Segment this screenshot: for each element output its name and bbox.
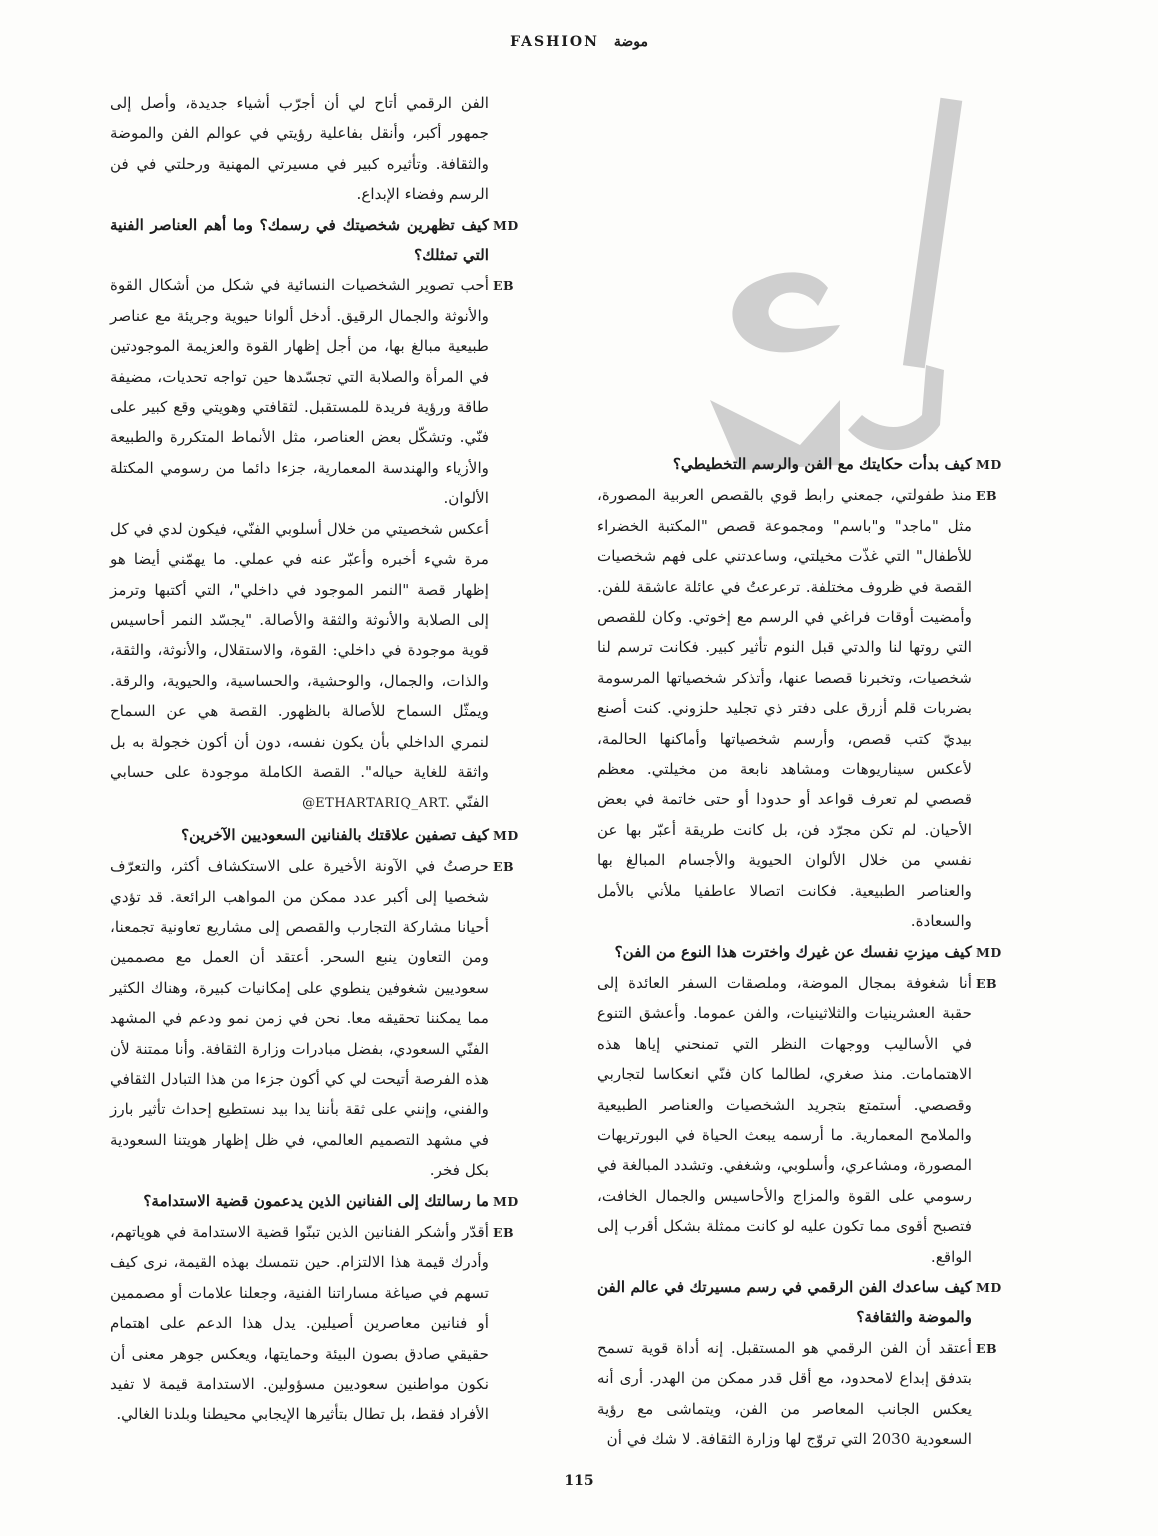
answer-entry — [110, 270, 535, 513]
question-text — [110, 210, 489, 271]
paragraph-text: الفن الرقمي أتاح لي أن أجرّب أشياء جديدة، وأصل إلى جمهور أكبر، وأنقل بفاعلية رؤيتي في عوالم الفن والموضة والثقافة. وتأثيره كبير في مسيرتي المهنية ورحلتي في فن الرسم وفضاء الإبداع. — [110, 94, 489, 204]
question-text — [597, 937, 972, 968]
speaker-tag: EB — [493, 859, 515, 875]
answer-text — [110, 514, 489, 820]
speaker-tag: MD — [493, 1193, 519, 1209]
paragraph-text: كيف تظهرين شخصيتك في رسمك؟ وما أهم العناصر الفنية التي تمثلك؟ — [110, 215, 489, 265]
paragraph-text: أقدّر وأشكر الفنانين الذين تبنّوا قضية الاستدامة في هوياتهم، وأدرك قيمة هذا الالتزام. حين نتمسك بهذه القيمة، نرى كيف تسهم في صياغة مساراتنا الفنية، وجعلنا علامات أو مصممين أو فنانين معاصرين أصيلين. يدل هذا الدعم على اهتمام حقيقي صادق بصون البيئة وحمايتها، ويعكس جوهر معنى أن نكون مواطنين سعوديين مسؤولين. الاستدامة قيمة لا تفيد الأفراد فقط، بل تطال بتأثيرها الإيجابي محيطنا وبلدنا الغالي. — [110, 1223, 489, 1424]
speaker-tag: MD — [493, 217, 519, 233]
answer-entry — [597, 968, 1018, 1272]
answer-entry — [110, 1217, 535, 1430]
speaker-tag: EB — [976, 975, 998, 991]
speaker-tag: EB — [493, 278, 515, 294]
speaker-tag: EB — [493, 1225, 515, 1241]
question-text — [110, 1186, 489, 1217]
paragraph-text: أحب تصوير الشخصيات النسائية في شكل من أشكال القوة والأنوثة والجمال الرقيق. أدخل ألوانا حيوية وجريئة مع عناصر طبيعية مبالغ بها، من أجل إظهار القوة والعزيمة الموجودتين في المرأة والصلابة التي تجسّدها حين تواجه تحديات، مضيفة طاقة ورؤية فريدة للمستقبل. لثقافتي وهويتي وقع كبير على فنّي. وتشكّل بعض العناصر، مثل الأنماط المتكررة والطبيعة والأزياء والهندسة المعمارية، جزءا دائما من رسومي المكتلة الألوان. — [110, 276, 489, 508]
question-entry — [110, 210, 535, 271]
question-entry — [597, 449, 1018, 480]
paragraph-text: كيف ميزتِ نفسك عن غيرك واخترت هذا النوع من الفن؟ — [614, 942, 972, 961]
header-arabic: موضة — [613, 34, 648, 50]
answer-text — [110, 1217, 489, 1430]
page-number: 115 — [564, 1473, 594, 1489]
paragraph-text: حرصتُ في الآونة الأخيرة على الاستكشاف أكثر، والتعرّف شخصيا إلى أكبر عدد ممكن من المواهب الرائعة. قد تؤدي أحيانا مشاركة التجارب والقصص إلى مشاريع تعاونية تجمعنا، ومن التعاون ينبع السحر. أعتقد أن العمل مع مصممين سعوديين شغوفين ينطوي على إمكانيات كبيرة، وهناك الكثير مما يمكننا تحقيقه معا. نحن في زمن نمو ودعم في المشهد الفنّي السعودي، بفضل مبادرات وزارة الثقافة. وأنا ممتنة لأن هذه الفرصة أتيحت لي كي أكون جزءا من هذا التبادل الثقافي والفني، وإنني على ثقة بأننا يدا بيد نستطيع إحداث تأثير بارز في مشهد التصميم العالمي، في ظل إظهار هويتنا السعودية بكل فخر. — [110, 857, 489, 1180]
speaker-tag: MD — [493, 827, 519, 843]
answer-text — [597, 1333, 972, 1455]
speaker-tag: EB — [976, 488, 998, 504]
paragraph-text: كيف تصفين علاقتك بالفنانين السعوديين الآخرين؟ — [181, 825, 489, 844]
question-text — [597, 1272, 972, 1333]
question-entry — [110, 820, 535, 851]
question-entry — [110, 1186, 535, 1217]
paragraph-text: أنا شغوفة بمجال الموضة، وملصقات السفر العائدة إلى حقبة العشرينيات والثلاثينيات، والفن عموما. وأعشق التنوع في الأساليب ووجهات النظر التي تمنحني إياها هذه الاهتمامات. منذ صغري، لطالما كان فنّي انعكاسا لتجاربي وقصصي. أستمتع بتجريد الشخصيات والعناصر الطبيعية والملامح المعمارية. ما أرسمه يبعث الحياة في البورتريهات المصورة، ومشاعري، وأسلوبي، وشغفي. وتشدد المبالغة في رسومي على القوة والمزاج والأحاسيس والجمال الخافت، فتصبح أقوى مما تكون عليه لو كانت ممثلة بشكل أقرب إلى الواقع. — [597, 973, 972, 1266]
answer-text — [597, 968, 972, 1272]
paragraph-text: منذ طفولتي، جمعني رابط قوي بالقصص العربية المصورة، مثل "ماجد" و"باسم" ومجموعة قصص "المكتبة الخضراء للأطفال" التي غذّت مخيلتي، وساعدتني على فهم شخصيات القصة في ظروف مختلفة. ترعرعتُ في عائلة عاشقة للفن. وأمضيت أوقات فراغي في الرسم مع إخوتي. وكان للقصص التي روتها لنا والدتي قبل النوم تأثير كبير. فكانت ترسم لنا شخصيات، وتخبرنا قصصا عنها، وأتذكر شخصياتها المرسومة بضربات قلم أزرق على دفتر ذي تجليد حلزوني. كنت أصنع بيديّ كتب قصص، وأرسم شخصياتها وأماكنها الحالمة، لأعكس سيناريوهات ومشاهد نابعة من مخيلتي. معظم قصصي لم تعرف قواعد أو حدودا أو حتى خاتمة في بعض الأحيان. لم تكن مجرّد فن، بل كانت طريقة أعبّر بها عن نفسي من خلال الألوان الحيوية والأجسام المبالغ بها والعناصر الطبيعية. فكانت اتصالا عاطفيا ملأني بالأمل والسعادة. — [597, 486, 972, 931]
right-column — [597, 449, 1018, 1454]
question-text — [110, 820, 489, 851]
paragraph-text: ما رسالتك إلى الفنانين الذين يدعمون قضية الاستدامة؟ — [143, 1191, 489, 1210]
speaker-tag: MD — [976, 944, 1002, 960]
answer-entry — [110, 851, 535, 1185]
instagram-handle: @ETHARTARIQ_ART. — [302, 796, 451, 812]
answer-text — [110, 88, 489, 210]
paragraph-text: أعكس شخصيتي من خلال أسلوبي الفنّي، فيكون لدي في كل مرة شيء أخبره وأعبّر عنه في عملي. ما يهمّني أيضا هو إظهار قصة "النمر الموجود في داخلي"، التي أكتبها وترمز إلى الصلابة والأنوثة والثقة والأصالة. "يجسّد النمر أحاسيس قوية موجودة في داخلي: القوة، والاستقلال، والأنوثة، والثقة، والذات، والجمال، والوحشية، والحساسية، والحيوية، والرقة. ويمثّل السماح للأصالة بالظهور. القصة هي عن السماح لنمري الداخلي بأن يكون نفسه، دون أن أكون خجولة به بل واثقة للغاية حياله". القصة الكاملة موجودة على حسابي الفنّي — [110, 519, 489, 812]
answer-entry — [597, 480, 1018, 936]
speaker-tag: MD — [976, 457, 1002, 472]
question-entry — [597, 937, 1018, 968]
answer-text — [110, 270, 489, 513]
answer-text — [110, 851, 489, 1185]
question-text — [597, 449, 972, 480]
header-english: FASHION — [510, 34, 599, 50]
left-column — [110, 88, 535, 1430]
paragraph-text: كيف ساعدك الفن الرقمي في رسم مسيرتك في عالم الفن والموضة والثقافة؟ — [597, 1277, 972, 1327]
speaker-tag: EB — [976, 1340, 998, 1356]
running-header — [0, 34, 1158, 50]
answer-entry — [110, 514, 535, 820]
answer-text — [597, 480, 972, 936]
paragraph-text: كيف بدأت حكايتك مع الفن والرسم التخطيطي؟ — [672, 455, 972, 473]
answer-entry — [110, 88, 535, 210]
question-entry — [597, 1272, 1018, 1333]
speaker-tag: MD — [976, 1279, 1002, 1295]
answer-entry — [597, 1333, 1018, 1455]
decorative-initial-letter — [700, 70, 970, 470]
paragraph-text: أعتقد أن الفن الرقمي هو المستقبل. إنه أداة قوية تسمح بتدفق إبداع لامحدود، مع أقل قدر ممكن من الهدر. أرى أنه يعكس الجانب المعاصر من الفن، ويتماشى مع رؤية السعودية 2030 التي تروّج لها وزارة الثقافة. لا شك في أن — [597, 1338, 972, 1448]
